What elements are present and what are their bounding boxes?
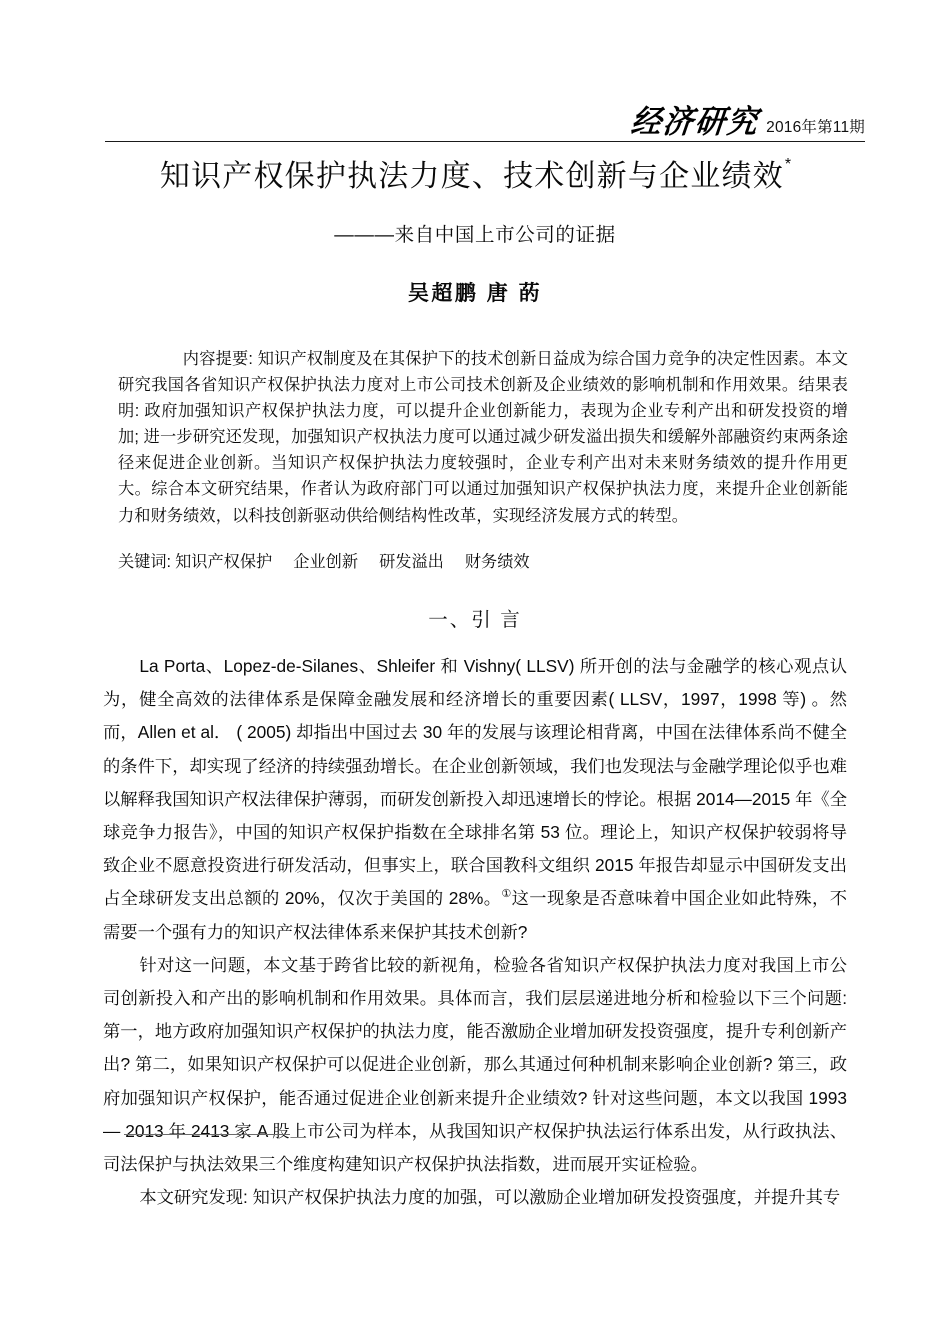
body-text <box>103 650 847 1214</box>
paragraph-text-part: 这一现象是否意味着中国企业如此特殊，不需要一个强有力的知识产权法律体系来保护其技术创新? <box>103 888 847 942</box>
abstract-block <box>118 346 848 529</box>
keyword-item: 财务绩效 <box>464 553 530 571</box>
author-list: 吴超鹏 唐 菂 <box>407 281 543 305</box>
paragraph-text-part: La Porta、Lopez-de-Silanes、Shleifer 和 Vishny( LLSV) 所开创的法与金融学的核心观点认为，健全高效的法律体系是保障金融发展和经济增长的重要因素( LLSV，1997，1998 等) 。然而，Allen et al． ( 2005) 却指出中国过去 30 年的发展与该理论相背离，中国在法律体系尚不健全的条件下，却实现了经济的持续强劲增长。在企业创新领域，我们也发现法与金融学理论似乎也难以解释我国知识产权法律保护薄弱，而研发创新投入却迅速增长的悖论。根据 2014—2015 年《全球竞争力报告》，中国的知识产权保护指数在全球排名第 53 位。理论上，知识产权保护较弱将导致企业不愿意投资进行研发活动，但事实上，联合国教科文组织 2015 年报告却显示中国研发支出占全球研发支出总额的 20%，仅次于美国的 28%。 <box>103 656 847 909</box>
keyword-item: 知识产权保护 <box>175 553 273 571</box>
body-paragraph <box>103 650 847 949</box>
keyword-item: 企业创新 <box>293 553 359 571</box>
footnote-separator <box>124 1134 290 1135</box>
abstract-text: 内容提要: 知识产权制度及在其保护下的技术创新日益成为综合国力竞争的决定性因素。本文研究我国各省知识产权保护执法力度对上市公司技术创新及企业绩效的影响机制和作用效果。结果表明: 政府加强知识产权保护执法力度，可以提升企业创新能力，表现为企业专利产出和研发投资的增加; 进一步研究还发现，加强知识产权执法力度可以通过减少研发溢出损失和缓解外部融资约束两条途径来促进企业创新。当知识产权保护执法力度较强时，企业专利产出对未来财务绩效的提升作用更大。综合本文研究结果，作者认为政府部门可以通过加强知识产权保护执法力度，来提升企业创新能力和财务绩效，以科技创新驱动供给侧结构性改革，实现经济发展方式的转型。 <box>118 350 848 525</box>
title-footnote-marker: * <box>784 156 792 173</box>
journal-logo: 经济研究 <box>629 104 762 140</box>
page-title-text: 知识产权保护执法力度、技术创新与企业绩效 <box>159 160 784 193</box>
page-masthead <box>105 98 865 142</box>
body-paragraph: 针对这一问题，本文基于跨省比较的新视角，检验各省知识产权保护执法力度对我国上市公司创新投入和产出的影响机制和作用效果。具体而言，我们层层递进地分析和检验以下三个问题: 第一，地方政府加强知识产权保护的执法力度，能否激励企业增加研发投资强度，提升专利创新产出? 第二，如果知识产权保护可以促进企业创新，那么其通过何种机制来影响企业创新? 第三，政府加强知识产权保护，能否通过促进企业创新来提升企业绩效? 针对这些问题，本文以我国 1993— 2013 年 2413 家 A 股上市公司为样本，从我国知识产权保护执法运行体系出发，从行政执法、司法保护与执法效果三个维度构建知识产权保护执法指数，进而展开实证检验。 <box>103 954 847 1175</box>
body-paragraph: 本文研究发现: 知识产权保护执法力度的加强，可以激励企业增加研发投资强度，并提升其专 <box>139 1187 841 1208</box>
keyword-item: 研发溢出 <box>379 553 444 571</box>
page-subtitle: ———来自中国上市公司的证据 <box>334 223 616 246</box>
footnote-reference-icon: ① <box>501 888 512 901</box>
issue-info: 2016年第11期 <box>766 118 865 136</box>
section-heading-introduction: 一、引 言 <box>428 609 522 631</box>
page-title <box>160 158 790 196</box>
title-block <box>0 158 950 307</box>
keywords-block <box>118 549 848 575</box>
keywords-label: 关键词: <box>118 553 172 571</box>
